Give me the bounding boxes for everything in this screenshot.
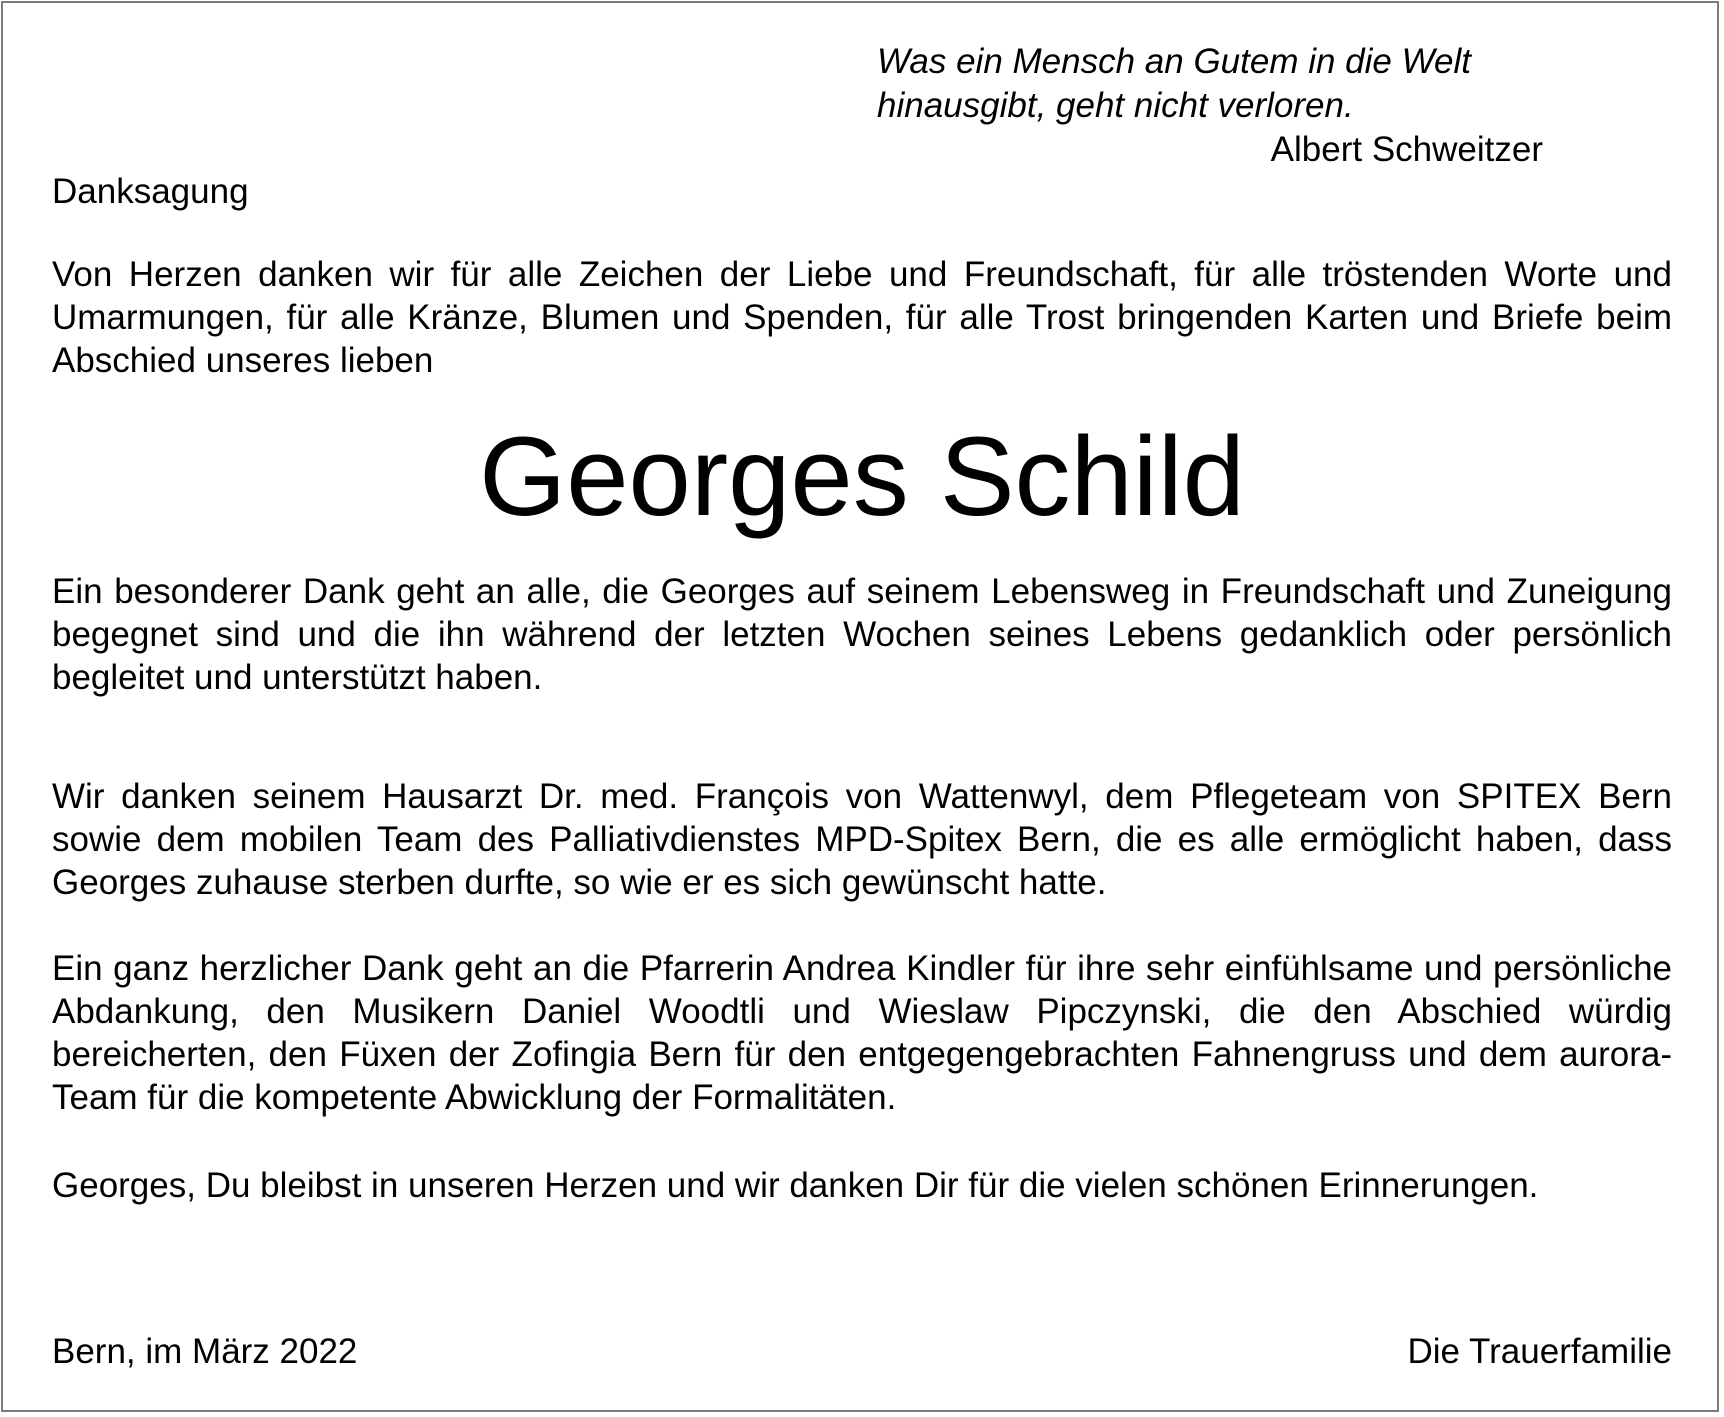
deceased-name: Georges Schild xyxy=(479,414,1245,539)
quote-author: Albert Schweitzer xyxy=(1270,130,1543,169)
thanks-paragraph-1: Ein besonderer Dank geht an alle, die Georges auf seinem Lebensweg in Freundschaft und Zuneigung begegnet sind und die ihn während der letzten Wochen seines Lebens gedanklich oder persönlich begleitet und unterstützt haben. xyxy=(52,572,1672,697)
thanks-paragraph-3: Ein ganz herzlicher Dank geht an die Pfarrerin Andrea Kindler für ihre sehr einfühlsame und persönliche Abdankung, den Musikern Daniel Woodtli und Wieslaw Pipczynski, die den Abschied würdig bereicherten, den Füxen der Zofingia Bern für den entgegengebrachten Fahnengruss und dem aurora-Team für die kompetente Abwicklung der Formalitäten. xyxy=(52,949,1672,1117)
intro-paragraph: Von Herzen danken wir für alle Zeichen der Liebe und Freundschaft, für alle tröstenden Worte und Umarmungen, für alle Kränze, Blumen und Spenden, für alle Trost bringenden Karten und Briefe beim Abschied unseres lieben xyxy=(52,255,1672,380)
thanks-paragraph-2: Wir danken seinem Hausarzt Dr. med. François von Wattenwyl, dem Pflegeteam von SPITEX Bern sowie dem mobilen Team des Palliativdienstes MPD-Spitex Bern, die es alle ermöglicht haben, dass Georges zuhause sterben durfte, so wie er es sich gewünscht hatte. xyxy=(52,777,1672,902)
page-heading: Danksagung xyxy=(52,172,249,211)
epigraph xyxy=(877,40,1543,172)
closing-paragraph: Georges, Du bleibst in unseren Herzen und wir danken Dir für die vielen schönen Erinnerungen. xyxy=(52,1166,1539,1205)
signature: Die Trauerfamilie xyxy=(1407,1332,1672,1371)
quote-text: Was ein Mensch an Gutem in die Welt hinausgibt, geht nicht verloren. xyxy=(877,42,1471,125)
place-date: Bern, im März 2022 xyxy=(52,1332,358,1371)
